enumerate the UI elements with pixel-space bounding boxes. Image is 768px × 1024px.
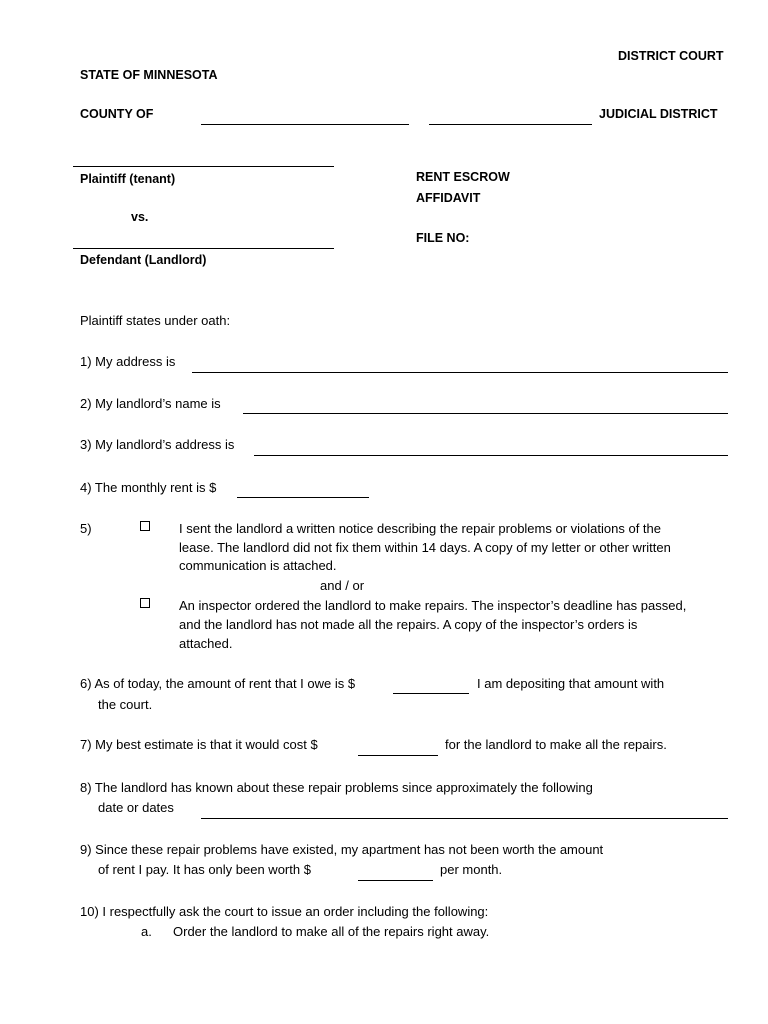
defendant-label: Defendant (Landlord) (80, 253, 207, 267)
file-number-label: FILE NO: (416, 231, 470, 245)
inspector-order-checkbox[interactable] (140, 598, 150, 608)
worth-text-2: of rent I pay. It has only been worth $ (98, 862, 311, 877)
worth-text-1: 9) Since these repair problems have existed, my apartment has not been worth the amount (80, 842, 604, 857)
landlord-name-field[interactable] (243, 413, 728, 414)
state-name: STATE OF MINNESOTA (80, 68, 218, 82)
order-request-text: 10) I respectfully ask the court to issue an order including the following: (80, 904, 489, 919)
landlord-name-label: 2) My landlord’s name is (80, 396, 221, 411)
versus-label: vs. (131, 210, 149, 224)
county-field[interactable] (201, 124, 409, 125)
repair-cost-label: 7) My best estimate is that it would cost $ (80, 737, 318, 752)
worth-amount-field[interactable] (358, 880, 433, 881)
known-since-label: date or dates (98, 800, 174, 815)
worth-text-3: per month. (440, 862, 503, 877)
rent-deposit-text: I am depositing that amount with (477, 676, 665, 691)
county-label: COUNTY OF (80, 107, 154, 121)
known-since-text: 8) The landlord has known about these repair problems since approximately the following (80, 780, 593, 795)
inspector-order-text-2: and the landlord has not made all the repairs. A copy of the inspector’s orders is (179, 617, 638, 632)
written-notice-text-3: communication is attached. (179, 558, 337, 573)
document-title-line1: RENT ESCROW (416, 170, 510, 184)
repair-cost-field[interactable] (358, 755, 438, 756)
judicial-district-label: JUDICIAL DISTRICT (599, 107, 718, 121)
order-item-a-text: Order the landlord to make all of the repairs right away. (173, 924, 490, 939)
district-number-field[interactable] (429, 124, 592, 125)
rent-deposit-text-2: the court. (98, 697, 153, 712)
landlord-address-label: 3) My landlord’s address is (80, 437, 235, 452)
intro-text: Plaintiff states under oath: (80, 313, 231, 328)
and-or-text: and / or (320, 578, 365, 593)
monthly-rent-label: 4) The monthly rent is $ (80, 480, 217, 495)
defendant-name-field[interactable] (73, 248, 334, 249)
address-label: 1) My address is (80, 354, 176, 369)
written-notice-text-2: lease. The landlord did not fix them within 14 days. A copy of my letter or other written (179, 540, 671, 555)
repair-cost-text: for the landlord to make all the repairs. (445, 737, 667, 752)
order-item-a-letter: a. (141, 924, 152, 939)
written-notice-text-1: I sent the landlord a written notice describing the repair problems or violations of the (179, 521, 661, 536)
inspector-order-text-3: attached. (179, 636, 233, 651)
known-since-field[interactable] (201, 818, 728, 819)
monthly-rent-field[interactable] (237, 497, 369, 498)
court-name: DISTRICT COURT (618, 49, 724, 63)
document-title-line2: AFFIDAVIT (416, 191, 481, 205)
rent-owed-field[interactable] (393, 693, 469, 694)
inspector-order-text-1: An inspector ordered the landlord to make repairs. The inspector’s deadline has passed, (179, 598, 687, 613)
address-field[interactable] (192, 372, 728, 373)
rent-owed-label: 6) As of today, the amount of rent that I owe is $ (80, 676, 356, 691)
written-notice-checkbox[interactable] (140, 521, 150, 531)
landlord-address-field[interactable] (254, 455, 728, 456)
plaintiff-name-field[interactable] (73, 166, 334, 167)
item-5-number: 5) (80, 521, 92, 536)
plaintiff-label: Plaintiff (tenant) (80, 172, 176, 186)
